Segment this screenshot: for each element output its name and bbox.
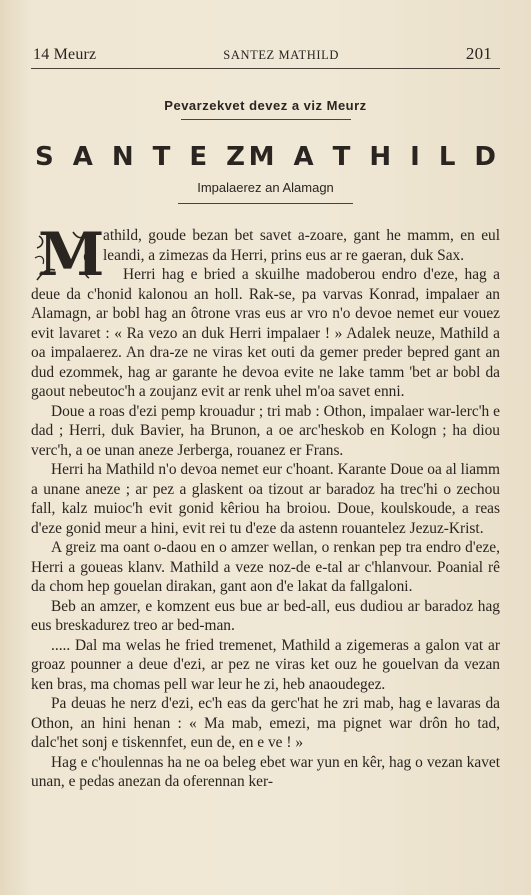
- title-letter: T: [152, 142, 171, 172]
- title-letter: A: [72, 142, 93, 172]
- title-letter: A: [293, 142, 314, 172]
- subtitle: Impalaerez an Alamagn: [197, 180, 334, 195]
- title-word-1: [35, 142, 245, 172]
- title-letter: M: [248, 142, 275, 172]
- header-date: 14 Meurz: [33, 46, 97, 63]
- paragraph: ..... Dal ma welas he fried tremenet, Mathild a zigemeras a galon vat ar groaz pounner a deue d'ezi, ar pez ne viras ket ouz he gouelvan da vezan ken bras, ma chomas pell war leur he zi, heb anaoudegez.: [31, 636, 500, 693]
- title-letter: Z: [226, 142, 245, 172]
- paragraph: Beb an amzer, e komzent eus bue ar bed-all, eus dudiou ar baradoz hag eus breskadurez treo ar bed-man.: [31, 597, 500, 634]
- header-title: SANTEZ MATHILD: [223, 48, 339, 62]
- paragraph: Herri hag e bried a skuilhe madoberou endro d'eze, hag a deue da c'honid kalonou an holl. Rak-se, pa varvas Konrad, impalaer an Alamagn, ar bobl hag an ôtrone vras eus ar vro n'o devoe nemet eur vouez evit lavaret : « Ra vezo an duk Herri impalaer ! » Adalek neuze, Mathild a oa impalaerez. An dra-ze ne viras ket outi da gemer preder bepred gant an dud ezommek, hag ar garante he devoa evite ne lake tamm 'bet ar bobl da gaout nebeutoc'h a zoujanz evit ar renk uhel m'oa savet enni.: [31, 266, 500, 400]
- section-title: Pevarzekvet devez a viz Meurz: [164, 98, 367, 113]
- article-body: [31, 220, 500, 792]
- paragraph: athild, goude bezan bet savet a-zoare, gant he mamm, en eul leandi, a zimezas da Herri, prins eus ar re gaeran, duk Sax.: [103, 227, 500, 264]
- title-letter: T: [332, 142, 351, 172]
- paragraph: Doue a roas d'ezi pemp krouadur ; tri mab : Othon, impalaer war-lerc'h e dad ; Herri, duk Bavier, ha Brunon, a oe arc'heskob en Kologn ; ha diou verc'h, a oe unan aneze Jerberga, rouanez er Frans.: [31, 402, 500, 459]
- title-letter: L: [438, 142, 456, 172]
- title-letter: D: [474, 142, 496, 172]
- divider-rule: [178, 203, 353, 204]
- title-word-2: [249, 142, 496, 172]
- saint-title: [35, 142, 496, 172]
- title-letter: N: [111, 142, 134, 172]
- paragraph: Pa deuas he nerz d'ezi, ec'h eas da gerc'hat he zri mab, hag e lavaras da Othon, an hini henan : « Ma mab, emezi, ma pignet war drôn ho tad, dalc'het sonj e tiskennfet, eun de, en e ve ! »: [31, 695, 500, 751]
- page-number: 201: [465, 44, 492, 63]
- paragraph: A greiz ma oant o-daou en o amzer wellan, o renkan pep tra endro d'eze, Herri a goueas klanv. Mathild a veze noz-de e-tal ar c'hlanvour. Poanial rê da chom hep gouelan dirakan, gant aon d'e lakat da fallgaloni.: [31, 539, 500, 595]
- title-letter: H: [369, 142, 392, 172]
- paragraph: Herri ha Mathild n'o devoa nemet eur c'hoant. Karante Doue oa al liamm a unane aneze ; ar pez a glaskent oa tizout ar baradoz ha trec'hi o zechou fall, kalz muioc'h evit gonid kêriou ha broiou. Doue, koulskoude, a reas d'eze gonid meur a hini, evit rei tu d'eze da astenn rouantelez Jezuz-Krist.: [31, 461, 500, 537]
- paragraph: Hag e c'houlennas ha ne oa beleg ebet war yun en kêr, hag o vezan kavet unan, e pedas anezan da oferennan ker-: [31, 753, 500, 790]
- divider-rule: [181, 119, 351, 120]
- dropcap-letter: M: [38, 220, 105, 290]
- title-letter: I: [410, 142, 420, 172]
- ornamental-dropcap-icon: [33, 220, 105, 290]
- title-letter: E: [189, 142, 208, 172]
- title-letter: S: [35, 142, 54, 172]
- running-header: [31, 44, 500, 69]
